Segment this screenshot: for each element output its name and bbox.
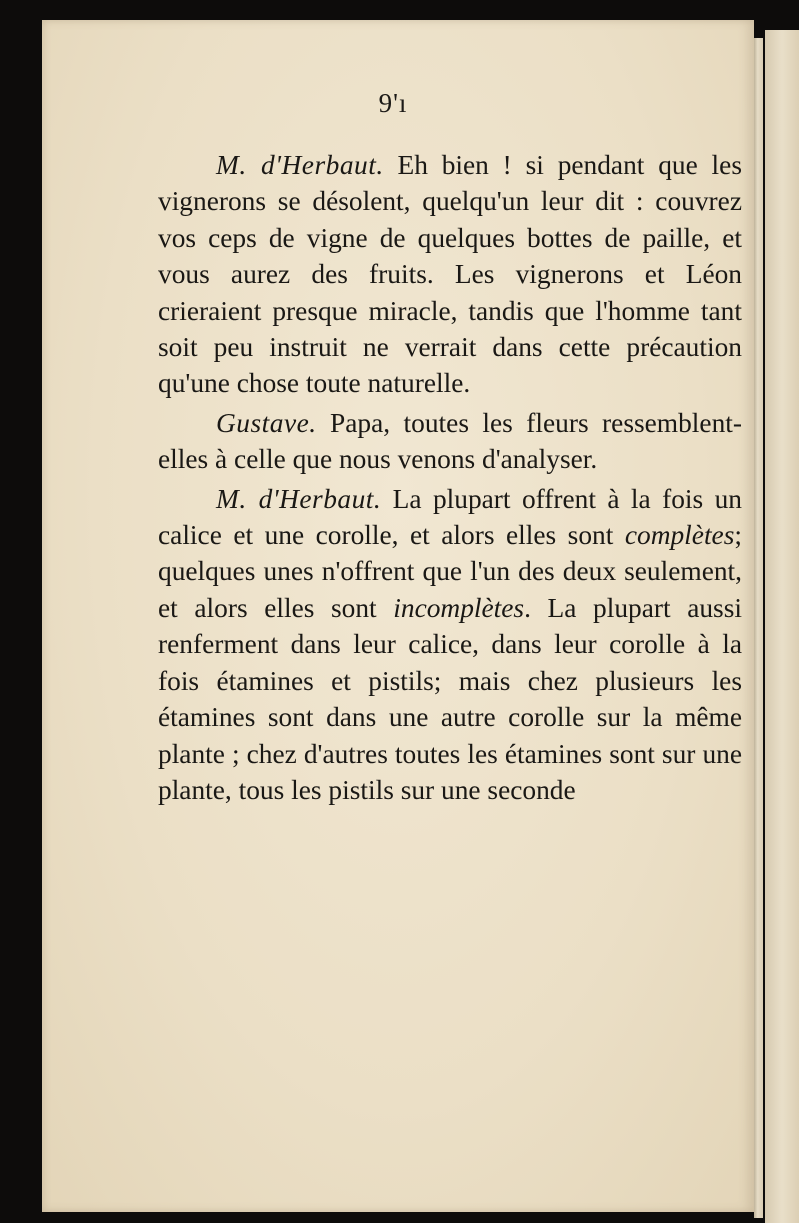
paragraph-3: [158, 481, 742, 809]
paragraph-2: [158, 405, 742, 478]
dialogue-text: ; quelques unes n'offrent que l'un des deux seulement, et alors elles sont: [158, 520, 742, 623]
dialogue-text: . La plupart aussi renferment dans leur calice, dans leur corolle à la fois étamines et pistils; mais chez plusieurs les étamines sont dans une autre corolle sur la même plante ; chez d'autres toutes les étamines sont sur une plante, tous les pistils sur une seconde: [158, 592, 742, 805]
dialogue-text: Eh bien ! si pendant que les vignerons se désolent, quelqu'un leur dit : couvrez vos ceps de vigne de quelques bottes de paille, et vous aurez des fruits. Les vignerons et Léon crieraient presque miracle, tandis que l'homme tant soit peu instruit ne verrait dans cette précaution qu'une chose toute naturelle.: [158, 150, 742, 399]
adjacent-page-edge: [765, 30, 799, 1223]
book-page: [42, 20, 754, 1212]
page-edge: [754, 38, 763, 1218]
body-text: [158, 147, 742, 808]
paragraph-1: [158, 147, 742, 402]
speaker-name: M. d'Herbaut.: [216, 483, 382, 514]
dialogue-text: La plupart offrent à la fois un calice et une corolle, et alors elles sont: [158, 483, 742, 551]
page-number: 9'ı: [378, 88, 408, 118]
italic-term: incomplètes: [393, 592, 525, 623]
dialogue-text: Papa, toutes les fleurs ressemblent-elles à celle que nous venons d'analyser.: [158, 407, 742, 475]
speaker-name: M. d'Herbaut.: [216, 150, 384, 180]
italic-term: complètes: [624, 520, 735, 551]
speaker-name: Gustave.: [216, 407, 317, 438]
